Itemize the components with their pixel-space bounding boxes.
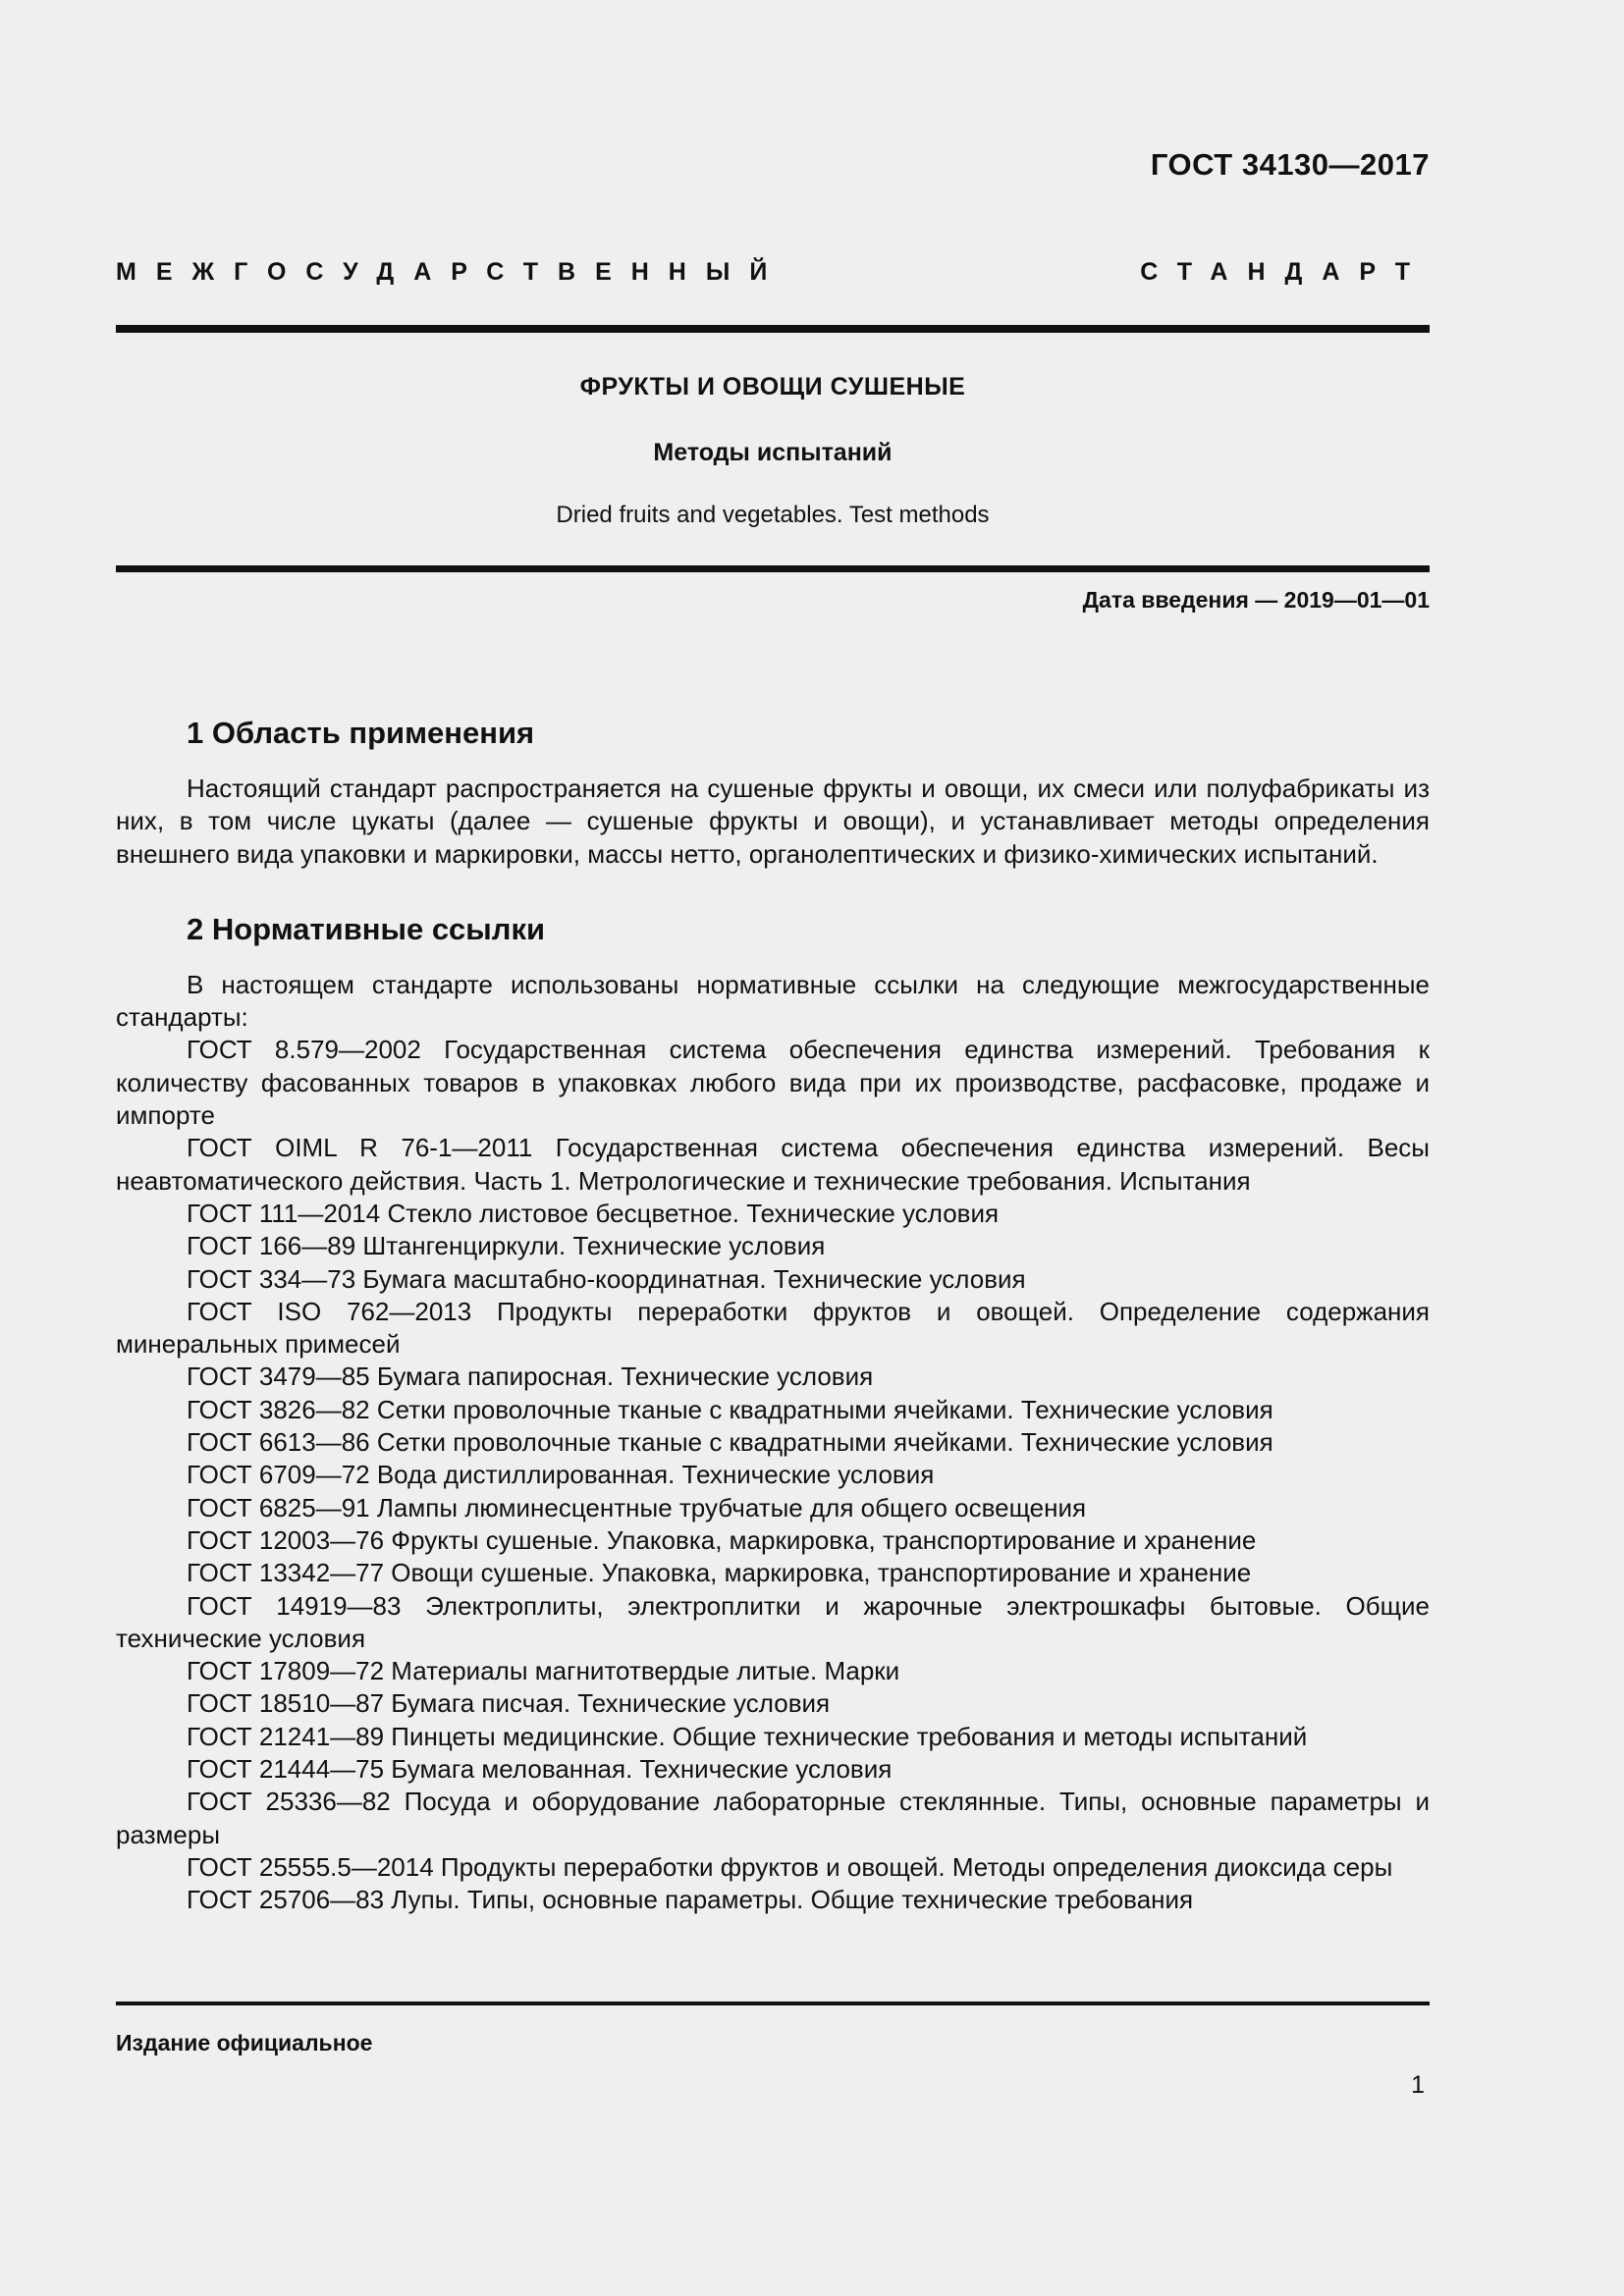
standard-number: ГОСТ 34130—2017 [1150, 147, 1430, 182]
reference-item: ГОСТ 14919—83 Электроплиты, электроплитки и жарочные электрошкафы бытовые. Общие технические условия [116, 1590, 1430, 1653]
reference-item: ГОСТ 111—2014 Стекло листовое бесцветное. Технические условия [187, 1198, 1000, 1228]
reference-item: ГОСТ 25706—83 Лупы. Типы, основные параметры. Общие технические требования [187, 1885, 1194, 1915]
reference-item: ГОСТ 21241—89 Пинцеты медицинские. Общие технические требования и методы испытаний [187, 1721, 1308, 1751]
introduction-date: Дата введения — 2019—01—01 [1082, 587, 1430, 613]
reference-item: ГОСТ 6613—86 Сетки проволочные тканые с квадратными ячейками. Технические условия [187, 1427, 1273, 1458]
document-subtitle: Методы испытаний [653, 439, 893, 466]
footer-rule [116, 2002, 1430, 2005]
document-body [116, 714, 1430, 1917]
reference-item: ГОСТ OIML R 76-1—2011 Государственная система обеспечения единства измерений. Весы неавтоматического действия. Часть 1. Метрологические и технические требования. Испытания [116, 1133, 1430, 1196]
reference-item: ГОСТ 334—73 Бумага масштабно-координатная. Технические условия [187, 1263, 1026, 1294]
references-intro: В настоящем стандарте использованы нормативные ссылки на следующие межгосударственные стандарты: [116, 969, 1430, 1033]
reference-item: ГОСТ 8.579—2002 Государственная система обеспечения единства измерений. Требования к количеству фасованных товаров в упаковках любого вида при их производстве, расфасовке, продаже и импорте [116, 1035, 1430, 1131]
document-title: ФРУКТЫ И ОВОЩИ СУШЕНЫЕ [579, 373, 966, 400]
section-heading-normative-references: 2 Нормативные ссылки [187, 911, 546, 946]
reference-item: ГОСТ 18510—87 Бумага писчая. Технические условия [187, 1688, 831, 1719]
reference-item: ГОСТ 17809—72 Материалы магнитотвердые литые. Марки [187, 1656, 900, 1686]
reference-item: ГОСТ 13342—77 Овощи сушеные. Упаковка, маркировка, транспортирование и хранение [187, 1558, 1252, 1588]
official-edition-label: Издание официальное [116, 2030, 373, 2056]
reference-item: ГОСТ ISO 762—2013 Продукты переработки фруктов и овощей. Определение содержания минеральных примесей [116, 1296, 1430, 1360]
references-list [116, 1034, 1430, 1916]
reference-item: ГОСТ 21444—75 Бумага мелованная. Технические условия [187, 1754, 893, 1785]
title-rule [116, 565, 1430, 572]
scope-paragraph: Настоящий стандарт распространяется на сушеные фрукты и овощи, их смеси или полуфабрикаты из них, в том числе цукаты (далее — сушеные фрукты и овощи), и устанавливает методы определения внешнего вида упаковки и маркировки, массы нетто, органолептических и физико-химических испытаний. [116, 774, 1430, 869]
reference-item: ГОСТ 6825—91 Лампы люминесцентные трубчатые для общего освещения [187, 1492, 1087, 1522]
reference-item: ГОСТ 12003—76 Фрукты сушеные. Упаковка, маркировка, транспортирование и хранение [187, 1524, 1257, 1555]
standard-kind: МЕЖГОСУДАРСТВЕННЫЙ СТАНДАРТ [116, 258, 1430, 286]
reference-item: ГОСТ 3479—85 Бумага папиросная. Технические условия [187, 1362, 874, 1392]
reference-item: ГОСТ 6709—72 Вода дистиллированная. Технические условия [187, 1460, 935, 1490]
reference-item: ГОСТ 25336—82 Посуда и оборудование лабораторные стеклянные. Типы, основные параметры и размеры [116, 1787, 1430, 1849]
reference-item: ГОСТ 166—89 Штангенциркули. Технические условия [187, 1231, 826, 1261]
page-number: 1 [1411, 2071, 1425, 2099]
reference-item: ГОСТ 25555.5—2014 Продукты переработки фруктов и овощей. Методы определения диоксида серы [187, 1851, 1393, 1882]
document-english-title: Dried fruits and vegetables. Test methods [556, 502, 990, 528]
section-heading-scope: 1 Область применения [187, 716, 535, 750]
reference-item: ГОСТ 3826—82 Сетки проволочные тканые с квадратными ячейками. Технические условия [187, 1394, 1273, 1424]
top-rule [116, 325, 1430, 333]
